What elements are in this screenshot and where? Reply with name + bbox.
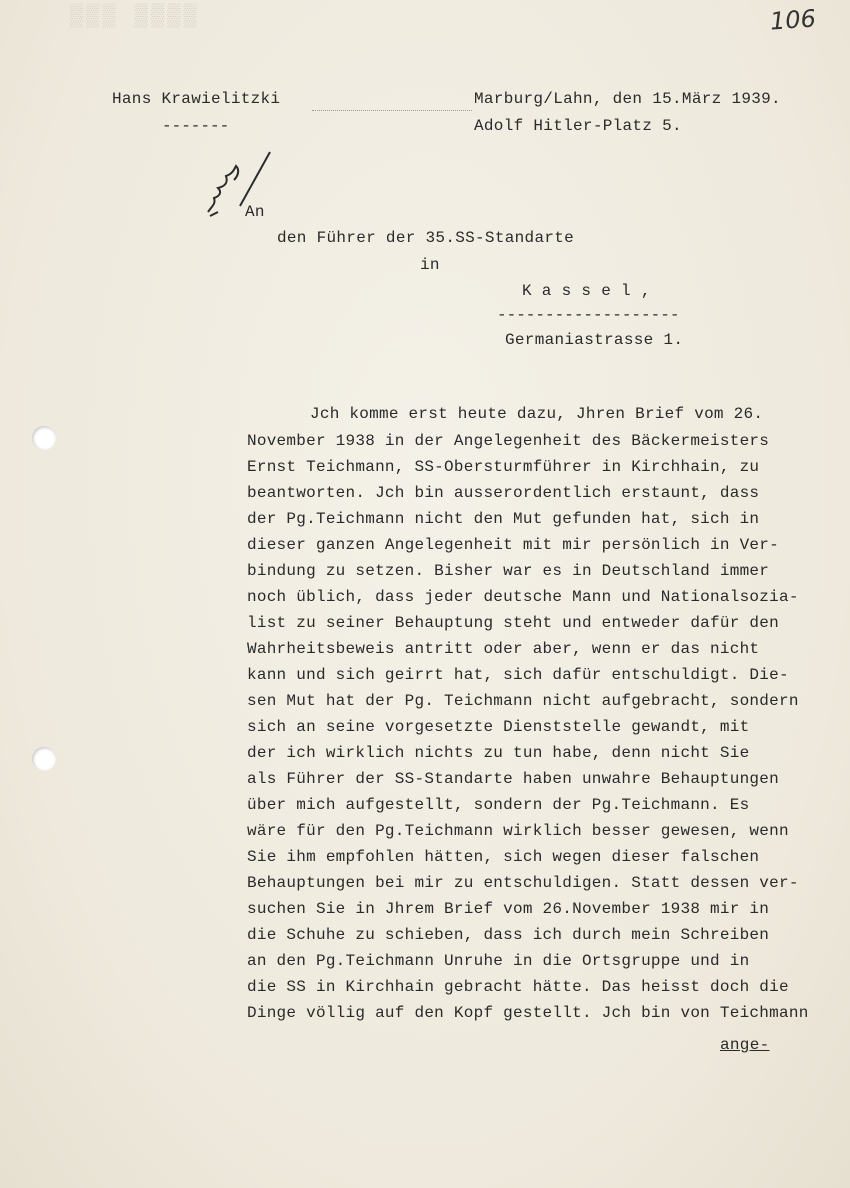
body-line: über mich aufgestellt, sondern der Pg.Teichmann. Es: [247, 796, 750, 814]
body-line: der ich wirklich nichts zu tun habe, denn nicht Sie: [247, 744, 750, 762]
recipient-city: K a s s e l ,: [522, 282, 651, 300]
body-line: wäre für den Pg.Teichmann wirklich besser gewesen, wenn: [247, 822, 789, 840]
body-line: list zu seiner Behauptung steht und entweder dafür den: [247, 614, 779, 632]
punch-hole-bottom: [32, 747, 56, 771]
body-line: Dinge völlig auf den Kopf gestellt. Jch bin von Teichmann: [247, 1004, 809, 1022]
body-line: November 1938 in der Angelegenheit des Bäckermeisters: [247, 432, 770, 450]
sender-underline: -------: [162, 117, 230, 135]
recipient-an: An: [245, 203, 265, 221]
body-line: Jch komme erst heute dazu, Jhren Brief vom 26.: [310, 405, 764, 423]
recipient-in: in: [420, 256, 440, 274]
punch-hole-top: [32, 426, 56, 450]
body-line: Behauptungen bei mir zu entschuldigen. Statt dessen ver-: [247, 874, 799, 892]
body-line: sen Mut hat der Pg. Teichmann nicht aufgebracht, sondern: [247, 692, 799, 710]
continuation-word: ange-: [720, 1036, 770, 1054]
body-line: noch üblich, dass jeder deutsche Mann und Nationalsozia-: [247, 588, 799, 606]
body-line: Ernst Teichmann, SS-Obersturmführer in Kirchhain, zu: [247, 458, 760, 476]
body-line: Sie ihm empfohlen hätten, sich wegen dieser falschen: [247, 848, 760, 866]
body-line: bindung zu setzen. Bisher war es in Deutschland immer: [247, 562, 770, 580]
body-line: sich an seine vorgesetzte Dienststelle gewandt, mit: [247, 718, 750, 736]
sender-name: Hans Krawielitzki: [112, 90, 281, 108]
body-line: suchen Sie in Jhrem Brief vom 26.November 1938 mir in: [247, 900, 770, 918]
body-line: als Führer der SS-Standarte haben unwahre Behauptungen: [247, 770, 779, 788]
place-date: Marburg/Lahn, den 15.März 1939.: [474, 90, 781, 108]
body-line: an den Pg.Teichmann Unruhe in die Ortsgruppe und in: [247, 952, 750, 970]
recipient-line: den Führer der 35.SS-Standarte: [277, 229, 575, 247]
body-line: Wahrheitsbeweis antritt oder aber, wenn er das nicht: [247, 640, 760, 658]
body-line: der Pg.Teichmann nicht den Mut gefunden hat, sich in: [247, 510, 760, 528]
city-underline: -------------------: [497, 306, 680, 324]
body-line: dieser ganzen Angelegenheit mit mir persönlich in Ver-: [247, 536, 779, 554]
dotted-rule: [312, 110, 472, 111]
recipient-street: Germaniastrasse 1.: [505, 331, 684, 349]
body-line: beantworten. Jch bin ausserordentlich erstaunt, dass: [247, 484, 760, 502]
body-line: die Schuhe zu schieben, dass ich durch mein Schreiben: [247, 926, 770, 944]
body-line: kann und sich geirrt hat, sich dafür entschuldigt. Die-: [247, 666, 789, 684]
faded-stamp: ▒▒▒ ▒▒▒▒: [70, 4, 200, 29]
body-line: die SS in Kirchhain gebracht hätte. Das heisst doch die: [247, 978, 789, 996]
page-number: 106: [769, 4, 817, 36]
sender-address: Adolf Hitler-Platz 5.: [474, 117, 682, 135]
